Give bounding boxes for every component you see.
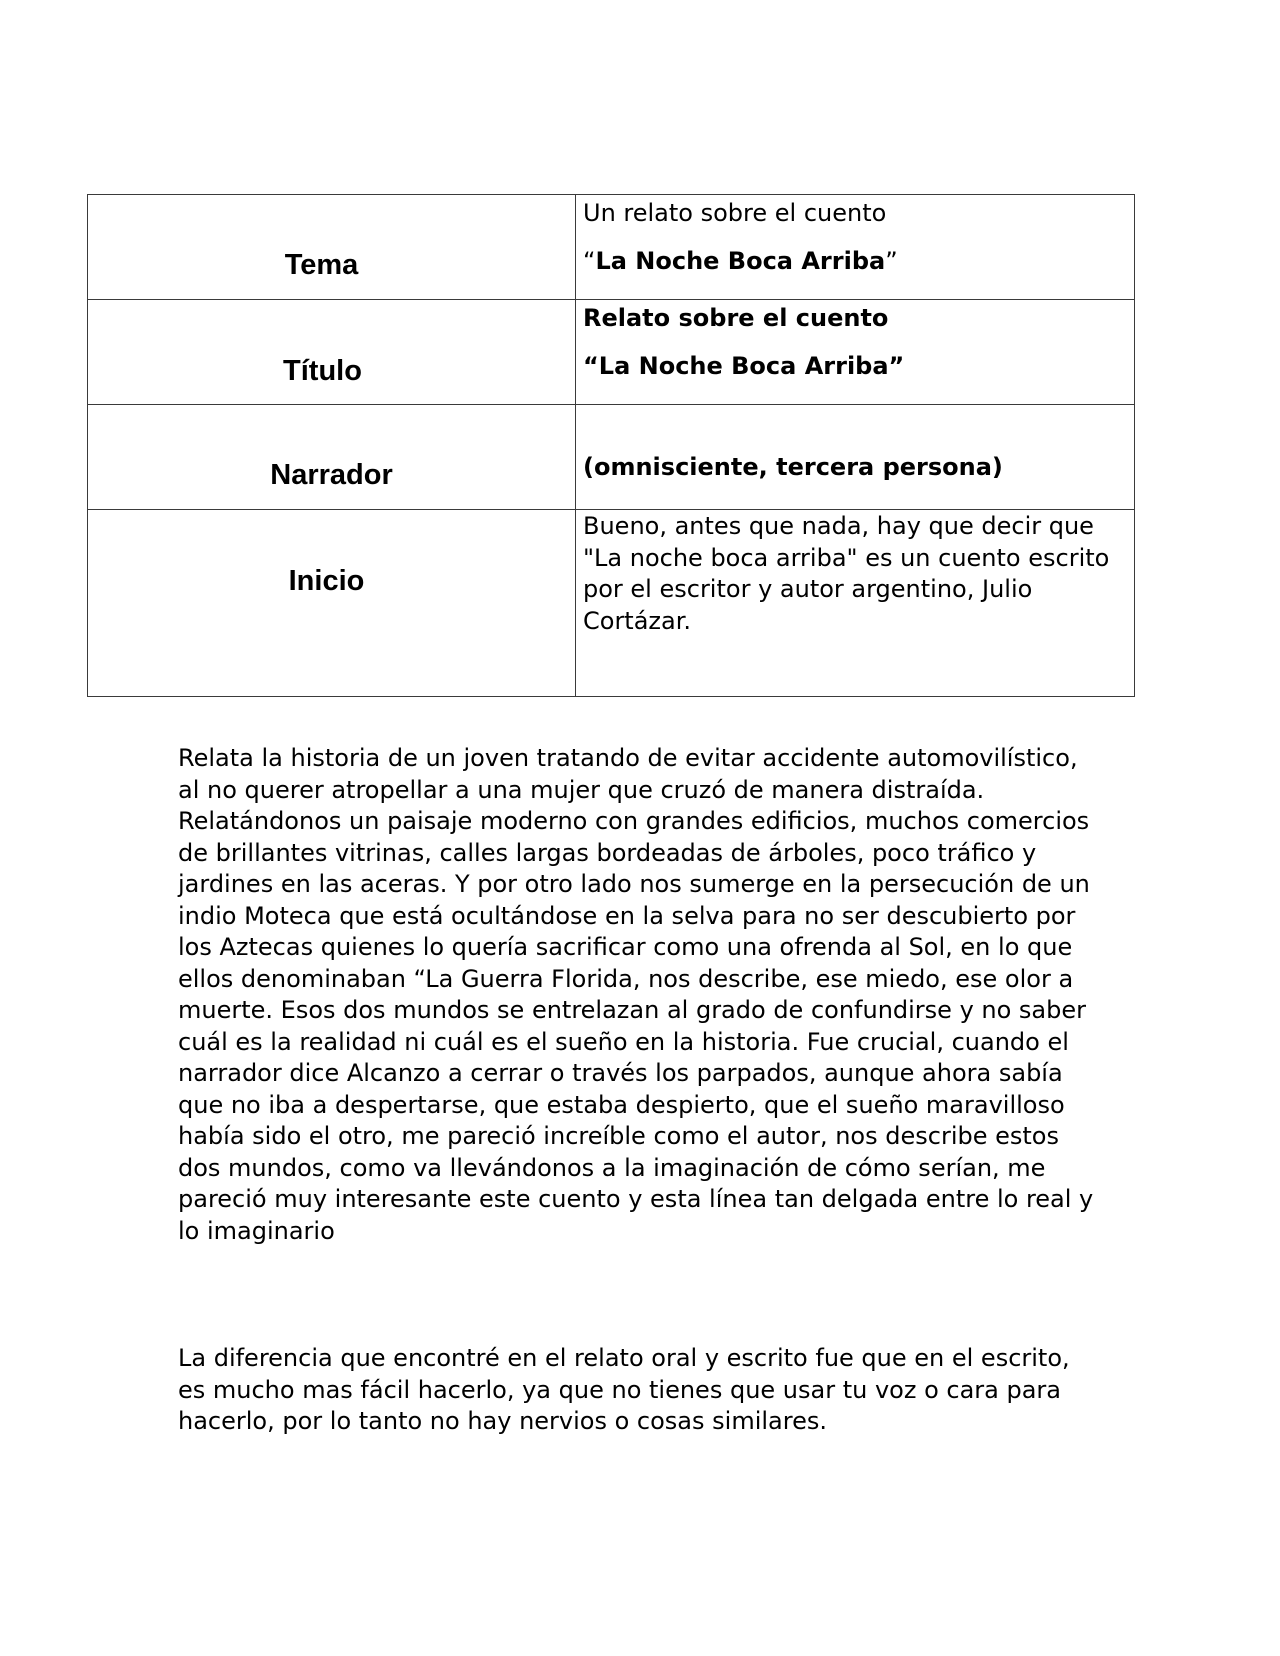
close-quote: ” xyxy=(885,247,898,275)
paragraph-summary: Relata la historia de un joven tratando de evitar accidente automovilístico, al no querer atropellar a una mujer que cruzó de manera distraída. Relatándonos un paisaje moderno con grandes edificios, muchos comercios de brillantes vitrinas, calles largas bordeadas de árboles, poco tráfico y jardines en las aceras. Y por otro lado nos sumerge en la persecución de un indio Moteca que está ocultándose en la selva para no ser descubierto por los Aztecas quienes lo quería sacrificar como una ofrenda al Sol, en lo que ellos denominaban “La Guerra Florida, nos describe, ese miedo, ese olor a muerte. Esos dos mundos se entrelazan al grado de confundirse y no saber cuál es la realidad ni cuál es el sueño en la historia. Fue crucial, cuando el narrador dice Alcanzo a cerrar o través los parpados, aunque ahora sabía que no iba a despertarse, que estaba despierto, que el sueño maravilloso había sido el otro, me pareció increíble como el autor, nos describe estos dos mundos, como va llevándonos a la imaginación de cómo serían, me pareció muy interesante este cuento y esta línea tan delgada entre lo real y lo imaginario xyxy=(178,744,1094,1245)
row-label-tema: Tema xyxy=(284,249,359,281)
label-cell xyxy=(88,405,576,510)
label-cell xyxy=(88,300,576,405)
table-row-inicio xyxy=(88,510,1135,697)
tema-line-2 xyxy=(583,237,1134,285)
value-cell xyxy=(576,300,1135,405)
paragraph-difference: La diferencia que encontré en el relato oral y escrito fue que en el escrito, es mucho mas fácil hacerlo, ya que no tienes que usar tu voz o cara para hacerlo, por lo tanto no hay nervios o cosas similares. xyxy=(178,1344,1070,1435)
titulo-value xyxy=(576,294,1134,390)
row-label-inicio: Inicio xyxy=(288,565,365,597)
value-cell xyxy=(576,405,1135,510)
table-row-titulo xyxy=(88,300,1135,405)
titulo-line-2: “La Noche Boca Arriba” xyxy=(583,352,905,380)
story-title: La Noche Boca Arriba xyxy=(595,247,886,275)
label-cell xyxy=(88,195,576,300)
row-label-titulo: Título xyxy=(283,355,362,387)
summary-table xyxy=(87,194,1135,697)
value-cell xyxy=(576,510,1135,697)
value-cell xyxy=(576,195,1135,300)
open-quote: “ xyxy=(583,247,596,275)
titulo-line-1: Relato sobre el cuento xyxy=(583,304,889,332)
table-row-tema xyxy=(88,195,1135,300)
tema-value xyxy=(576,189,1134,285)
label-cell xyxy=(88,510,576,697)
inicio-value: Bueno, antes que nada, hay que decir que "La noche boca arriba" es un cuento escrito por el escritor y autor argentino, Julio Cortázar. xyxy=(583,512,1110,635)
narrador-value: (omnisciente, tercera persona) xyxy=(583,453,1003,481)
table-row-narrador xyxy=(88,405,1135,510)
tema-line-1: Un relato sobre el cuento xyxy=(583,199,887,227)
row-label-narrador: Narrador xyxy=(270,459,393,491)
